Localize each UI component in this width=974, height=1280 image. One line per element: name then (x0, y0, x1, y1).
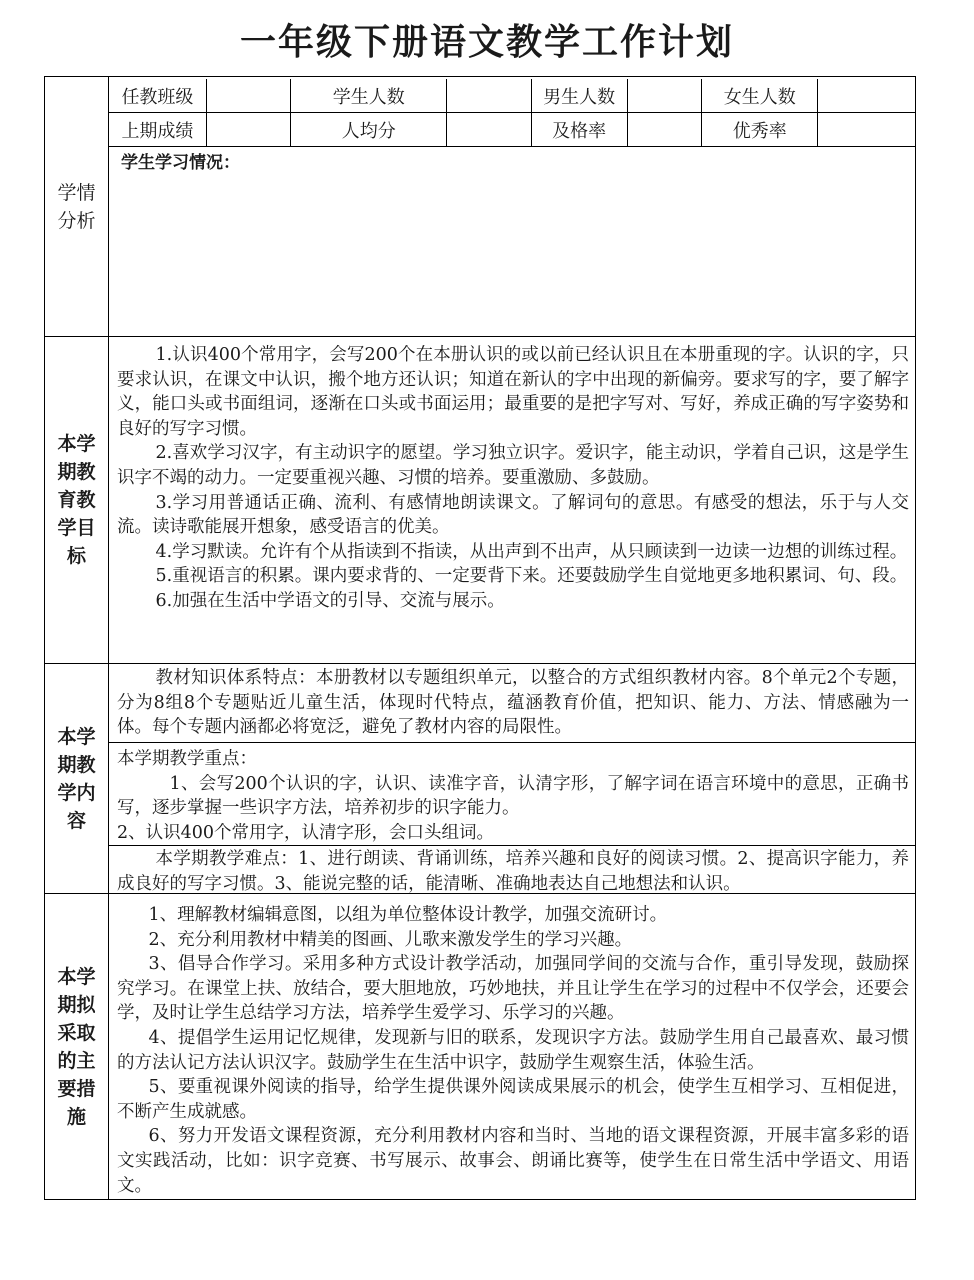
grid-cell[interactable] (207, 113, 292, 146)
goal-item: 6.加强在生活中学语文的引导、交流与展示。 (155, 590, 505, 611)
grid-cell: 人均分 (291, 113, 447, 146)
info-row-2 (109, 113, 915, 146)
plan-table (44, 76, 916, 1200)
grid-cell: 女生人数 (702, 79, 818, 112)
measures-label: 本学期拟采取的主要措施 (45, 894, 109, 1199)
info-row-1 (109, 79, 915, 112)
divider (45, 663, 915, 664)
content-label: 本学期教学内容 (45, 664, 109, 893)
grid-cell[interactable] (628, 79, 703, 112)
divider (109, 845, 915, 846)
measure-item: 5、要重视课外阅读的指导，给学生提供课外阅读成果展示的机会，使学生互相学习、互相促进，不断产生成就感。 (117, 1077, 909, 1122)
divider (109, 742, 915, 743)
measure-item: 4、提倡学生运用记忆规律，发现新与旧的联系，发现识字方法。鼓励学生用自己最喜欢、最习惯的方法认记方法认识汉字。鼓励学生在生活中识字，鼓励学生观察生活，体验生活。 (117, 1027, 909, 1073)
goal-item: 3.学习用普通话正确、流利、有感情地朗读课文。了解词句的意思。有感受的想法，乐于与人交流。读诗歌能展开想象，感受语言的优美。 (117, 492, 909, 538)
grid-cell: 学生人数 (291, 79, 447, 112)
measures-text (117, 903, 909, 1198)
grid-cell: 上期成绩 (109, 113, 207, 146)
measure-item: 3、倡导合作学习。采用多种方式设计教学活动，加强同学间的交流与合作，重引导发现，鼓励探究学习。在课堂上扶、放结合，要大胆地放，巧妙地扶，并且让学生在学习的过程中不仅学会，还要会学，及时让学生总结学习方法，培养学生爱学习、乐学习的兴趣。 (117, 954, 909, 1024)
analysis-heading: 学生学习情况： (121, 153, 240, 173)
grid-cell[interactable] (818, 79, 915, 112)
grid-cell: 男生人数 (532, 79, 628, 112)
divider (45, 893, 915, 894)
measure-item: 6、努力开发语文课程资源，充分利用教材内容和当时、当地的语文课程资源，开展丰富多彩的语文实践活动，比如：识字竞赛、书写展示、故事会、朗诵比赛等，使学生在日常生活中学语文、用语文。 (117, 1126, 909, 1196)
grid-cell[interactable] (818, 113, 915, 146)
goal-item: 5.重视语言的积累。课内要求背的、一定要背下来。还要鼓励学生自觉地更多地积累词、句、段。 (155, 566, 908, 587)
divider (45, 336, 915, 337)
goal-item: 4.学习默读。允许有个从指读到不指读，从出声到不出声，从只顾读到一边读一边想的训练过程。 (155, 541, 908, 562)
grid-cell[interactable] (447, 79, 532, 112)
grid-cell[interactable] (447, 113, 532, 146)
grid-cell: 任教班级 (109, 79, 207, 112)
goals-text (117, 343, 909, 614)
grid-cell[interactable] (628, 113, 703, 146)
grid-cell: 优秀率 (702, 113, 818, 146)
grid-cell: 及格率 (532, 113, 628, 146)
grid-cell[interactable] (207, 79, 292, 112)
goals-label: 本学期教育教学目标 (45, 337, 109, 663)
content-system: 教材知识体系特点：本册教材以专题组织单元，以整合的方式组织教材内容。8个单元2个专题，分为8组8个专题贴近儿童生活，体现时代特点，蕴涵教育价值，把知识、能力、方法、情感融为一体。每个专题内涵都必将宽泛，避免了教材内容的局限性。 (117, 668, 909, 738)
page-title: 一年级下册语文教学工作计划 (239, 21, 734, 63)
divider (109, 146, 915, 147)
content-difficulty: 本学期教学难点：1、进行朗读、背诵训练，培养兴趣和良好的阅读习惯。2、提高识字能力，养成良好的写字习惯。3、能说完整的话，能清晰、准确地表达自己地想法和认识。 (117, 849, 909, 894)
goal-item: 1.认识400个常用字，会写200个在本册认识的或以前已经认识且在本册重现的字。认识的字，只要求认识，在课文中认识，搬个地方还认识；知道在新认的字中出现的新偏旁。要求写的字，要了解字义，能口头或书面组词，逐渐在口头或书面运用；最重要的是把字写对、写好，养成正确的写字姿势和良好的写字习惯。 (117, 345, 909, 439)
goal-item: 2.喜欢学习汉字，有主动识字的愿望。学习独立识字。爱识字，能主动识，学着自己识，这是学生识字不竭的动力。一定要重视兴趣、习惯的培养。要重激励、多鼓励。 (117, 443, 909, 488)
content-key-points: 本学期教学重点： 1、会写200个认识的字，认识、读准字音，认清字形，了解字词在语言环境中的意思，正确书写，逐步掌握一些识字方法，培养初步的识字能力。 2、认识400个常用字，认清字形，会口头组词。 (117, 749, 909, 843)
analysis-label: 学情分析 (45, 77, 109, 336)
measure-item: 2、充分利用教材中精美的图画、儿歌来激发学生的学习兴趣。 (148, 929, 633, 950)
measure-item: 1、理解教材编辑意图，以组为单位整体设计教学，加强交流研讨。 (148, 905, 668, 925)
